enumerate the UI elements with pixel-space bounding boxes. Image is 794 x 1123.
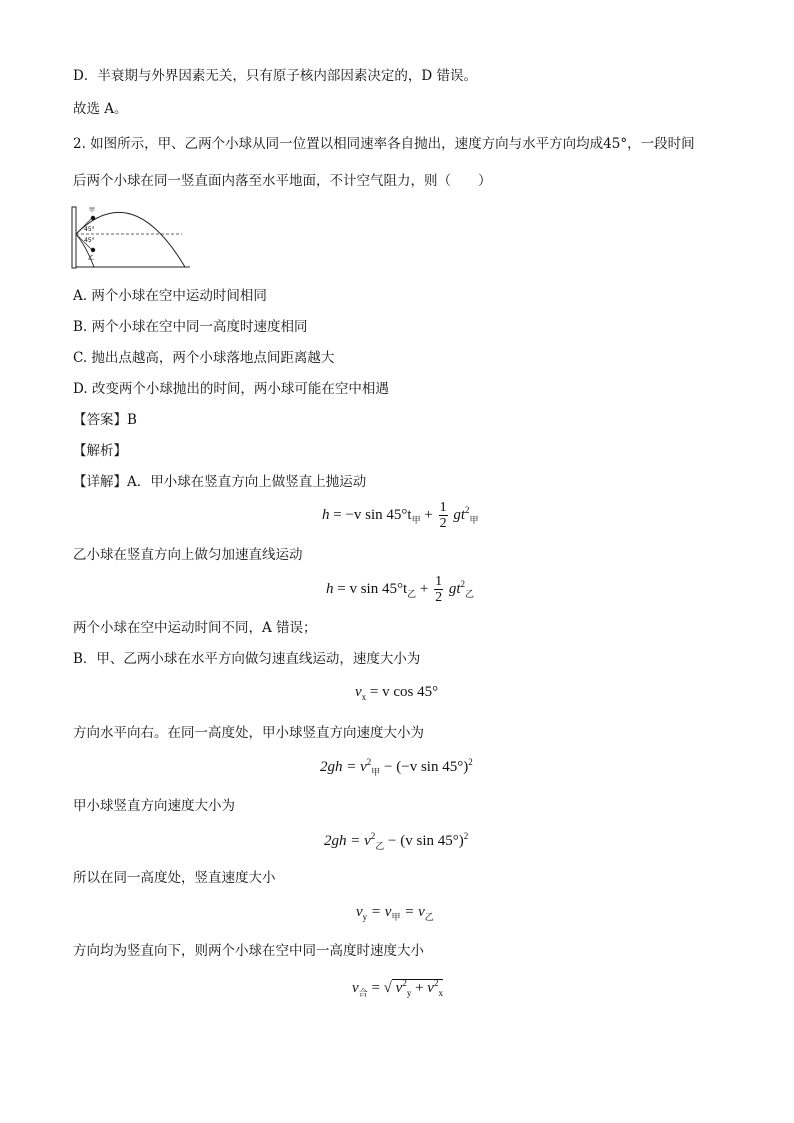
option-c: C. 抛出点越高，两个小球落地点间距离越大 (73, 350, 335, 366)
jia-ball (91, 216, 95, 220)
wall (72, 207, 76, 268)
equation-2: h = v $\sin 45^\circ t_乙$ + $\frac{1}{2}$ $gt^2_乙$ (326, 574, 475, 605)
option-a: A. 两个小球在空中运动时间相同 (73, 288, 267, 304)
detail-b-line: B．甲、乙两小球在水平方向做匀速直线运动，速度大小为 (73, 651, 421, 667)
line-d-conclusion: D．半衰期与外界因素无关，只有原子核内部因素决定的，D 错误。 (73, 68, 477, 84)
direction-down-line: 方向均为竖直向下，则两个小球在空中同一高度时速度大小 (73, 943, 424, 959)
question-2-stem-line2: 后两个小球在同一竖直面内落至水平地面，不计空气阻力，则（ ） (73, 173, 492, 189)
label-jia: 甲 (89, 207, 96, 214)
same-height-line: 所以在同一高度处，竖直速度大小 (73, 870, 276, 886)
option-d: D. 改变两个小球抛出的时间，两小球可能在空中相遇 (73, 381, 389, 397)
equation-3: $v_x = v$ cos 45° (355, 684, 439, 702)
angle-top: 45° (84, 226, 95, 233)
conclusion-a: 两个小球在空中运动时间不同，A 错误； (73, 620, 317, 636)
equation-1: h = −v $\sin 45^\circ t_甲$ + $\frac{1}{2}$ $gt^2_甲$ (322, 500, 479, 531)
equation-6: $v_y = v_甲 = v_乙$ (356, 904, 434, 922)
line-select-a: 故选 A。 (73, 101, 128, 117)
yi-motion-line: 乙小球在竖直方向上做匀加速直线运动 (73, 547, 303, 563)
equation-5: $2gh = v^2_乙 - (v$ sin 45°)$^2$ (324, 831, 469, 851)
equation-4: $2gh = v^2_甲 - (-v$ sin 45°)$^2$ (320, 757, 473, 777)
analysis-heading: 【解析】 (73, 443, 127, 459)
option-b: B. 两个小球在空中同一高度时速度相同 (73, 319, 308, 335)
equation-7: $v_合$ = √ $v^2_y + v^2_x$ (352, 978, 443, 998)
direction-right-line: 方向水平向右。在同一高度处，甲小球竖直方向速度大小为 (73, 725, 424, 741)
label-yi: 乙 (88, 255, 95, 262)
answer-line: 【答案】B (73, 412, 137, 428)
angle-bottom: 45° (84, 237, 95, 244)
yi-ball (91, 248, 95, 252)
detail-a-line: 【详解】A．甲小球在竖直方向上做竖直上抛运动 (73, 474, 367, 490)
projectile-figure (70, 203, 192, 273)
question-2-stem-line1: 2. 如图所示，甲、乙两个小球从同一位置以相同速率各自抛出，速度方向与水平方向均成45°，一段时间 (73, 136, 695, 152)
jia-vertical-line: 甲小球竖直方向速度大小为 (73, 798, 235, 814)
